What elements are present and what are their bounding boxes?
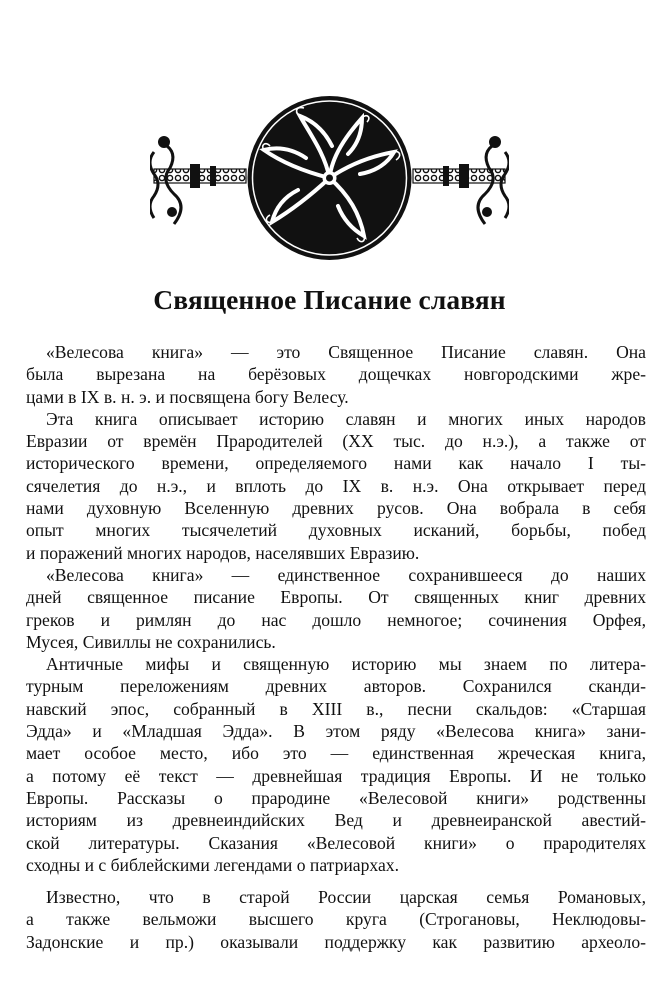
text-line: ской литературы. Сказания «Велесовой книги» о прародителях <box>26 832 646 853</box>
paragraph-2 <box>26 408 646 564</box>
paragraph-1 <box>26 341 646 408</box>
text-line: мает особое место, ибо это — единственная жреческая книга, <box>26 743 646 764</box>
text-line: Мусея, Сивиллы не сохранились. <box>26 631 276 652</box>
text-line: сходны и с библейскими легендами о патриархах. <box>26 854 399 875</box>
paragraph-5 <box>26 886 646 953</box>
text-line: и поражений многих народов, населявших Евразию. <box>26 542 420 563</box>
text-line: «Велесова книга» — единственное сохранившееся до наших <box>46 564 646 585</box>
paragraph-3 <box>26 564 646 653</box>
text-line: опыт многих тысячелетий духовных исканий, борьбы, побед <box>26 520 646 541</box>
body-text <box>26 341 646 953</box>
text-line: сячелетия до н.э., и вплоть до IX в. н.э. Она открывает перед <box>26 475 646 496</box>
text-line: дней священное писание Европы. От священных книг древних <box>26 587 646 608</box>
text-line: Античные мифы и священную историю мы знаем по литера- <box>46 654 646 675</box>
text-line: навский эпос, собранный в XIII в., песни скальдов: «Старшая <box>26 698 646 719</box>
page-title: Священное Писание славян <box>153 284 506 315</box>
central-rosette <box>248 96 412 260</box>
text-line: турным переложениям древних авторов. Сохранился сканди- <box>26 676 646 697</box>
text-line: Задонские и пр.) оказывали поддержку как развитию археоло- <box>26 931 646 952</box>
text-line: была вырезана на берёзовых дощечках новгородскими жре- <box>26 364 646 385</box>
text-line: Европы. Рассказы о прародине «Велесовой книги» родственны <box>26 787 646 808</box>
right-chain-band <box>413 136 509 224</box>
paragraph-4 <box>26 653 646 876</box>
text-line: Известно, что в старой России царская семья Романовых, <box>46 887 646 908</box>
text-line: а потому её текст — древнейшая традиция Европы. И не только <box>26 765 646 786</box>
text-line: а также вельможи высшего круга (Строгановы, Неклюдовы- <box>26 909 646 930</box>
text-line: исторического времени, определяемого нами как начало I ты- <box>26 453 646 474</box>
text-line: цами в IX в. н. э. и посвящена богу Велесу. <box>26 386 349 407</box>
text-line: Евразии от времён Прародителей (XX тыс. до н.э.), а также от <box>26 431 646 452</box>
text-line: нами духовную Вселенную древних русов. Она вобрала в себя <box>26 498 646 519</box>
text-line: «Велесова книга» — это Священное Писание славян. Она <box>46 342 646 362</box>
left-chain-band <box>150 136 246 224</box>
text-line: Эдда» и «Младшая Эдда». В этом ряду «Велесова книга» зани- <box>26 721 646 742</box>
text-line: историям из древнеиндийских Вед и древнеиранской авестий- <box>26 810 646 831</box>
ornament-headpiece <box>150 94 509 262</box>
text-line: греков и римлян до нас дошло немногое; сочинения Орфея, <box>26 609 646 630</box>
text-line: Эта книга описывает историю славян и многих иных народов <box>46 408 646 429</box>
